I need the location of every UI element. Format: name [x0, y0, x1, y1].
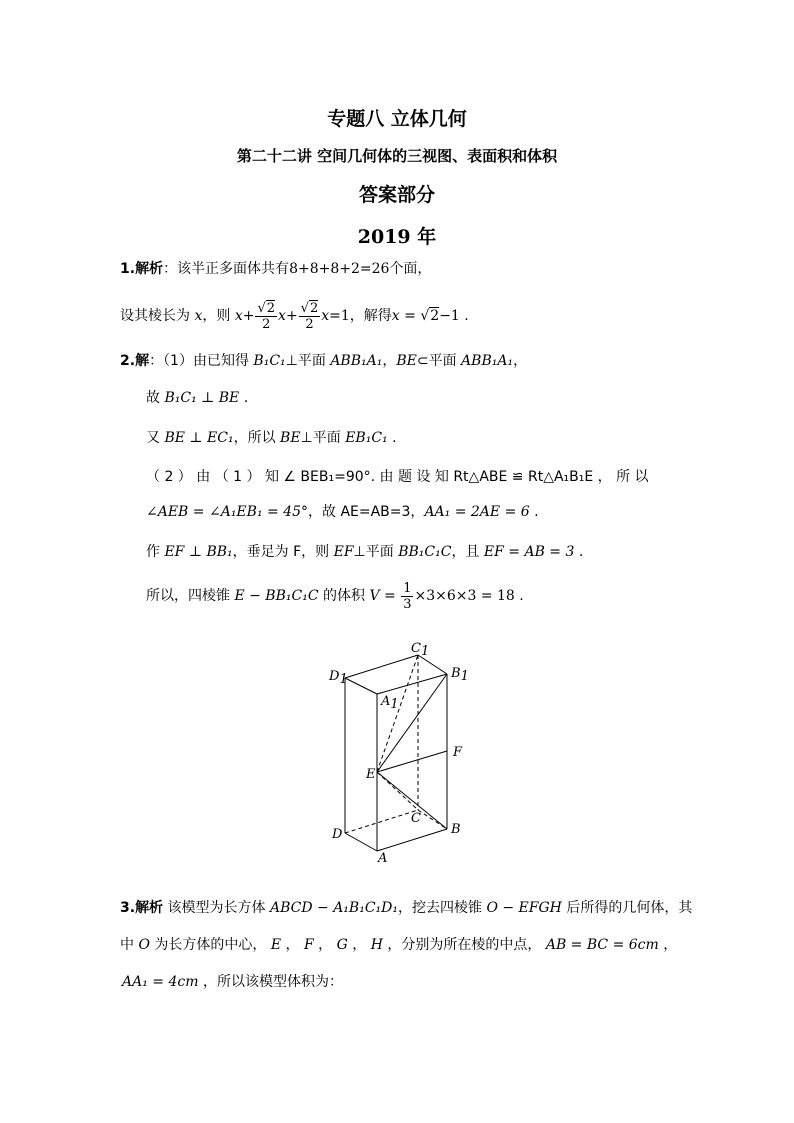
segment-ef: [377, 751, 447, 772]
q3-line1: 3.解析 该模型为长方体 ABCD − A₁B₁C₁D₁，挖去四棱锥 O − EFGH 后所得的几何体，其: [120, 900, 693, 916]
q1-face-count-expr: 8+8+8+2=26: [289, 261, 390, 277]
label-d1: D1: [329, 669, 348, 687]
lecture-title: 第二十二讲 空间几何体的三视图、表面积和体积: [236, 147, 558, 165]
q2-line3: 又 BE ⊥ EC₁，所以 BE⊥平面 EB₁C₁ .: [146, 430, 397, 446]
label-c: C: [411, 811, 421, 826]
q2-line4: （ 2 ） 由 （ 1 ） 知 ∠ BEB₁=90°. 由 题 设 知 Rt△ABE ≌ Rt△A₁B₁E ， 所 以: [146, 469, 649, 485]
one-third-fraction: $\frac{1}{3}$: [403, 580, 412, 612]
label-e: E: [366, 767, 376, 782]
q1-tag: 解析: [135, 261, 164, 277]
q2-line1: 2.解：（1）由已知得 B₁C₁⊥平面 ABB₁A₁，BE⊂平面 ABB₁A₁，: [120, 353, 528, 369]
topic-title: 专题八 立体几何: [327, 108, 467, 130]
q1-number: 1.: [120, 261, 136, 277]
cuboid-figure: [320, 636, 480, 868]
q1-line2: 设其棱长为 x，则 x+ $\frac{√2}{2}$ x+ $\frac{√2}{2}$ x=1，解得x = √2−1 .: [120, 300, 469, 332]
label-b1: B1: [451, 666, 469, 684]
edge-da: [345, 833, 377, 851]
edge-ab: [377, 829, 447, 851]
label-a: A: [378, 851, 388, 866]
segment-eb1: [377, 674, 447, 772]
year-heading: 2019 年: [357, 226, 437, 248]
q3-line3: AA₁ = 4cm ，所以该模型体积为：: [122, 974, 343, 990]
q2-number: 2.: [120, 353, 136, 369]
answer-section-heading: 答案部分: [358, 184, 435, 206]
label-b: B: [451, 822, 461, 837]
q1-line1: 1.解析：该半正多面体共有8+8+8+2=26个面，: [120, 261, 432, 277]
edge-d1c1: [345, 655, 418, 678]
hidden-edge-dc: [345, 810, 418, 833]
sqrt2-over-2-fraction: $\frac{√2}{2}$: [257, 300, 276, 332]
label-a1: A1: [381, 694, 399, 712]
q3-tag: 解析: [135, 900, 164, 916]
hidden-edge-cb: [418, 810, 447, 829]
edge-a1b1: [377, 674, 447, 694]
hidden-segment-ec: [377, 772, 418, 810]
q2-line2: 故 B₁C₁ ⊥ BE .: [146, 390, 249, 406]
q2-line7: 所以，四棱锥 E − BB₁C₁C 的体积 V = $\frac{1}{3}$ ×3×6×3 = 18 .: [146, 580, 524, 612]
sqrt2-over-2-fraction: $\frac{√2}{2}$: [300, 300, 319, 332]
q3-number: 3.: [120, 900, 136, 916]
q2-line6: 作 EF ⊥ BB₁，垂足为 F，则 EF⊥平面 BB₁C₁C，且 EF = AB = 3 .: [146, 544, 584, 560]
label-c1: C1: [411, 641, 430, 659]
q2-tag: 解: [135, 353, 150, 369]
q3-line2: 中 O 为长方体的中心， E ， F ， G ， H ，分别为所在棱的中点， AB = BC = 6cm ，: [120, 937, 678, 953]
edge-d1a1: [345, 678, 377, 694]
hidden-segment-ec1: [377, 655, 418, 772]
label-f: F: [453, 745, 463, 760]
q2-line5: ∠AEB = ∠A₁EB₁ = 45°，故 AE=AB=3，AA₁ = 2AE = 6 .: [146, 504, 539, 520]
label-d: D: [332, 827, 343, 842]
